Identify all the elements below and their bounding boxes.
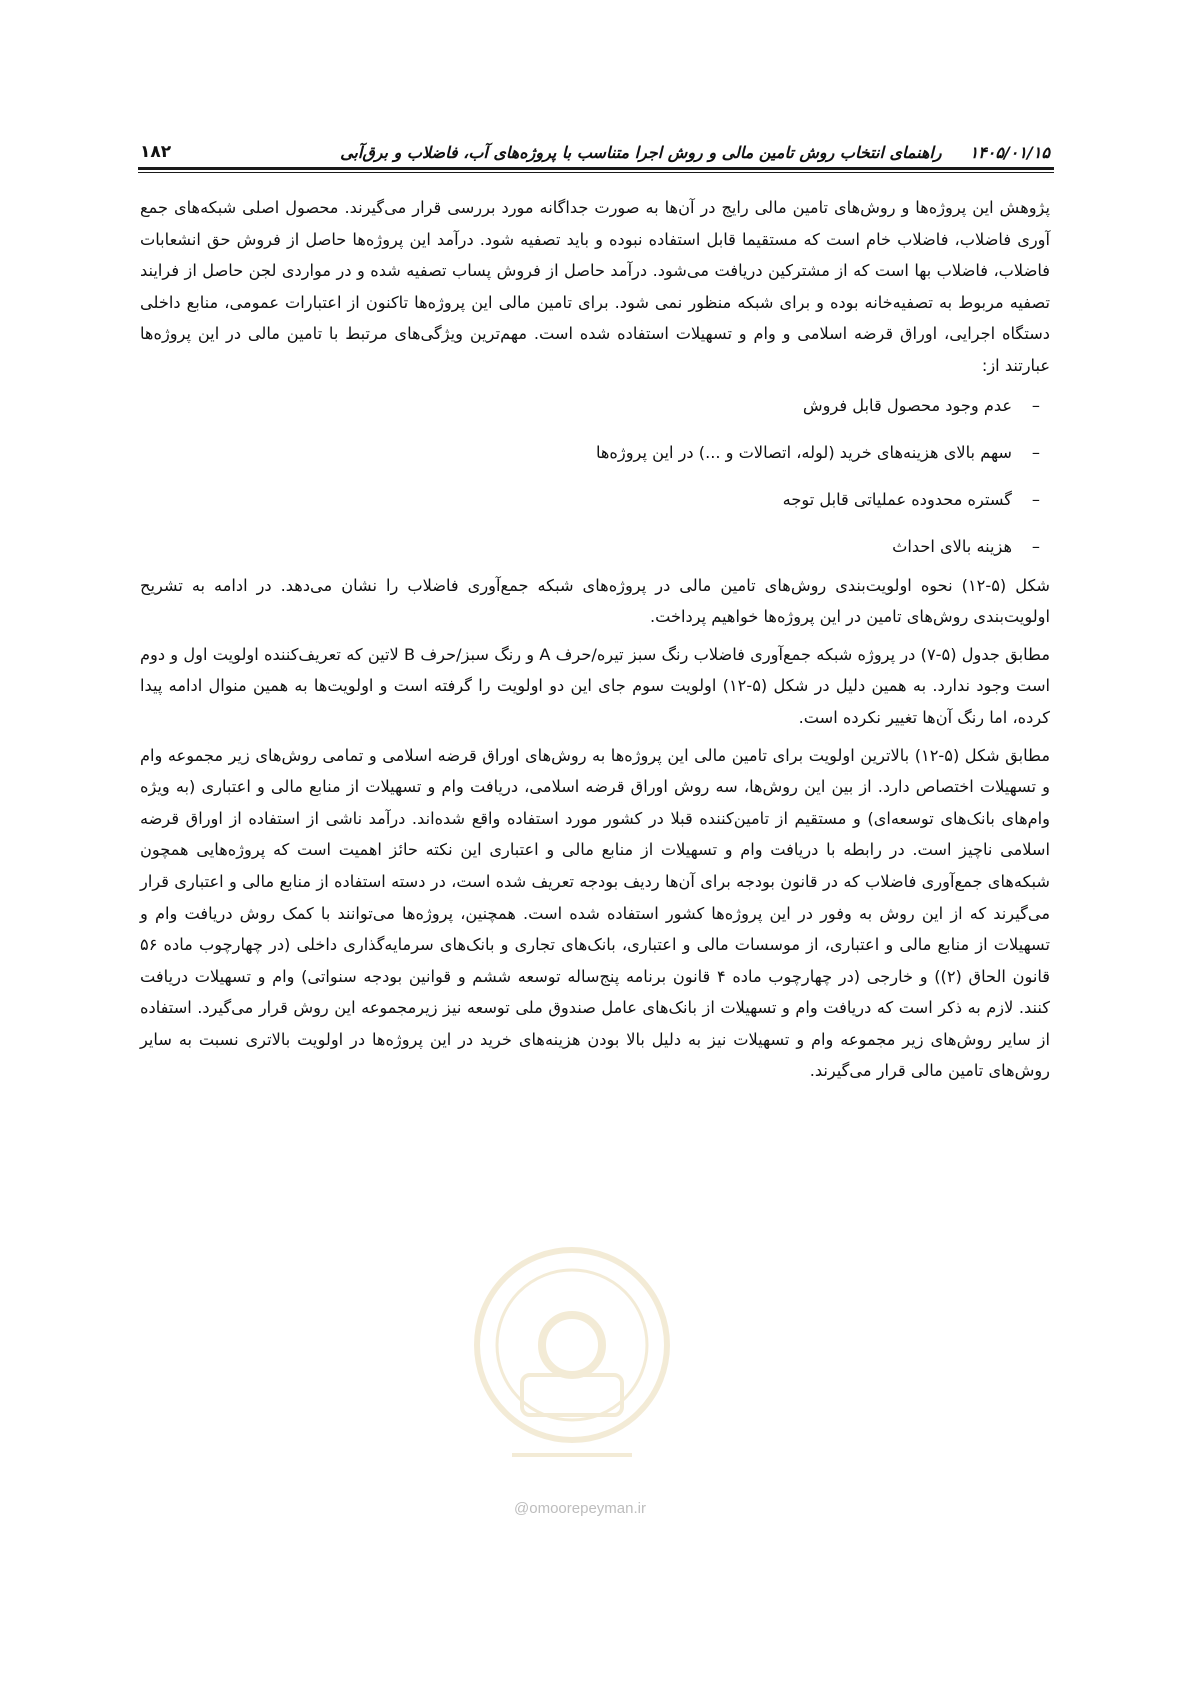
list-item (140, 476, 1040, 523)
header-title: راهنمای انتخاب روش تامین مالی و روش اجرا متناسب با پروژه‌های آب، فاضلاب و برق‌آبی (340, 143, 942, 162)
page-number: ۱۸۲ (140, 142, 172, 162)
running-header (140, 128, 1050, 162)
list-item-text: گستره محدوده عملیاتی قابل توجه (782, 489, 1012, 509)
body-text (140, 192, 1050, 1087)
paragraph-3: مطابق جدول (۵-۷) در پروژه شبکه جمع‌آوری فاضلاب رنگ سبز تیره/حرف A و رنگ سبز/حرف B لاتین که تعریف‌کننده اولویت اول و دوم است وجود ندارد. به همین دلیل در شکل (۵-۱۲) اولویت سوم جای این دو اولویت را گرفته است و اولویت‌ها به همین منوال ادامه پیدا کرده، اما رنگ آن‌ها تغییر نکرده است. (140, 644, 1051, 727)
paragraph-1: پژوهش این پروژه‌ها و روش‌های تامین مالی رایج در آن‌ها به صورت جداگانه مورد بررسی قرار می‌گیرند. محصول اصلی شبکه‌های جمع آوری فاضلاب، فاضلاب خام است که مستقیما قابل استفاده نبوده و باید تصفیه شود. درآمد این پروژه‌ها حاصل از فروش حق انشعابات فاضلاب، فاضلاب بها است که از مشترکین دریافت می‌شود. درآمد حاصل از فروش پساب تصفیه شده و در مواردی لجن حاصل از فرایند تصفیه مربوط به تصفیه‌خانه بوده و برای شبکه منظور نمی شود. برای تامین مالی این پروژه‌ها تاکنون از اعتبارات عمومی، منابع داخلی دستگاه اجرایی، اوراق قرضه اسلامی و وام و تسهیلات استفاده شده است. مهم‌ترین ویژگی‌های مرتبط با تامین مالی در این پروژه‌ها عبارتند از: (140, 198, 1050, 375)
dash-bullet-icon: – (1031, 489, 1040, 509)
list-item (140, 523, 1040, 570)
watermark-at-icon: @ (514, 1500, 530, 1517)
dash-bullet-icon: – (1031, 442, 1040, 462)
dash-bullet-icon: – (1031, 395, 1040, 415)
watermark-seal-icon (452, 1225, 692, 1525)
header-rule-thin (138, 172, 1054, 173)
header-date: ۱۴۰۵/۰۱/۱۵ (969, 143, 1050, 162)
dash-bullet-icon: – (1031, 536, 1040, 556)
header-rule (138, 167, 1054, 170)
watermark-site: @omoorepeyman.ir (514, 1500, 646, 1517)
paragraph-2: شکل (۵-۱۲) نحوه اولویت‌بندی روش‌های تامین مالی در پروژه‌های شبکه جمع‌آوری فاضلاب را نشان می‌دهد. در ادامه به تشریح اولویت‌بندی روش‌های تامین در این پروژه‌ها خواهیم پرداخت. (140, 575, 1050, 627)
list-item-text: سهم بالای هزینه‌های خرید (لوله، اتصالات و ...) در این پروژه‌ها (595, 442, 1012, 462)
list-item-text: هزینه بالای احداث (892, 536, 1012, 556)
list-item (140, 382, 1040, 429)
bullet-list (140, 382, 1050, 570)
header-title-group (340, 143, 1050, 162)
list-item-text: عدم وجود محصول قابل فروش (802, 395, 1012, 415)
list-item (140, 429, 1040, 476)
paragraph-4: مطابق شکل (۵-۱۲) بالاترین اولویت برای تامین مالی این پروژه‌ها به روش‌های اوراق قرضه اسلامی و تمامی روش‌های زیر مجموعه وام و تسهیلات اختصاص دارد. از بین این روش‌ها، سه روش اوراق قرضه اسلامی، دریافت وام و تسهیلات از منابع مالی و اعتباری (به ویژه وام‌های بانک‌های توسعه‌ای) و مستقیم از تامین‌کننده قبلا در کشور مورد استفاده واقع شده‌اند. درآمد ناشی از استفاده از اوراق قرضه اسلامی ناچیز است. در رابطه با دریافت وام و تسهیلات از منابع مالی و اعتباری این نکته حائز اهمیت است که پروژه‌هایی همچون شبکه‌های جمع‌آوری فاضلاب که در قانون بودجه برای آن‌ها ردیف بودجه تعریف شده است، در دسته استفاده از منابع مالی و اعتباری قرار می‌گیرند که از این روش به وفور در این پروژه‌ها کشور استفاده شده است. همچنین، پروژه‌ها می‌توانند با کمک روش دریافت وام و تسهیلات از منابع مالی و اعتباری، از موسسات مالی و اعتباری، بانک‌های تجاری و بانک‌های سرمایه‌گذاری داخلی (در چهارچوب ماده ۵۶ قانون الحاق (۲)) و خارجی (در چهارچوب ماده ۴ قانون برنامه پنج‌ساله توسعه ششم و قوانین بودجه سنواتی) وام و تسهیلات دریافت کنند. لازم به ذکر است که دریافت وام و تسهیلات از بانک‌های عامل صندوق ملی توسعه نیز زیرمجموعه این روش قرار می‌گیرد. استفاده از سایر روش‌های زیر مجموعه وام و تسهیلات نیز به دلیل بالا بودن هزینه‌های خرید در این پروژه‌ها در اولویت بالاتری نسبت به سایر روش‌های تامین مالی قرار می‌گیرند. (140, 745, 1050, 1081)
